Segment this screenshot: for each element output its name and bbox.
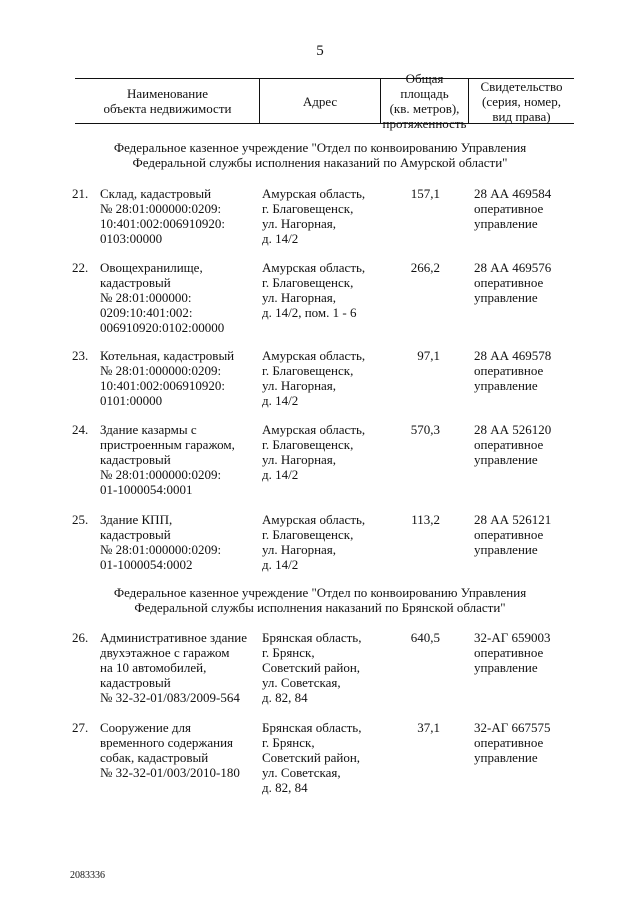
header-address: Адрес: [302, 93, 338, 109]
object-certificate: 28 АА 526121 оперативное управление: [474, 512, 552, 557]
object-certificate: 28 АА 469584 оперативное управление: [474, 186, 552, 231]
row-number: 22.: [72, 260, 89, 275]
table-header: [75, 71, 574, 131]
object-address: Амурская область, г. Благовещенск, ул. Нагорная, д. 14/2: [262, 422, 366, 482]
object-certificate: 32-АГ 667575 оперативное управление: [474, 720, 551, 765]
row-number: 25.: [72, 512, 89, 527]
object-name: Административное здание двухэтажное с гаражом на 10 автомобилей, кадастровый № 32-32-01/083/2009-564: [100, 630, 248, 705]
section-title: Федеральное казенное учреждение "Отдел по конвоированию Управления Федеральной службы исполнения наказаний по Брянской области": [113, 585, 527, 615]
object-address: Брянская область, г. Брянск, Советский район, ул. Советская, д. 82, 84: [262, 720, 362, 795]
header-area: Общая площадь (кв. метров), протяженность: [382, 71, 467, 131]
row-number: 23.: [72, 348, 89, 363]
object-certificate: 28 АА 469576 оперативное управление: [474, 260, 552, 305]
object-address: Брянская область, г. Брянск, Советский район, ул. Советская, д. 82, 84: [262, 630, 362, 705]
object-area: 113,2: [411, 512, 440, 527]
object-name: Здание КПП, кадастровый № 28:01:000000:0209: 01-1000054:0002: [100, 512, 222, 572]
object-area: 570,3: [410, 422, 440, 437]
object-name: Здание казармы с пристроенным гаражом, кадастровый № 28:01:000000:0209: 01-1000054:0001: [100, 422, 235, 497]
page-number: 5: [316, 43, 324, 59]
object-address: Амурская область, г. Благовещенск, ул. Нагорная, д. 14/2: [262, 348, 366, 408]
object-area: 157,1: [410, 186, 440, 201]
object-address: Амурская область, г. Благовещенск, ул. Нагорная, д. 14/2, пом. 1 - 6: [262, 260, 366, 320]
header-certificate: Свидетельство (серия, номер, вид права): [480, 78, 563, 124]
section-title: Федеральное казенное учреждение "Отдел по конвоированию Управления Федеральной службы исполнения наказаний по Амурской области": [113, 140, 527, 170]
row-number: 26.: [72, 630, 89, 645]
object-area: 640,5: [410, 630, 440, 645]
object-certificate: 32-АГ 659003 оперативное управление: [474, 630, 551, 675]
row-number: 27.: [72, 720, 89, 735]
row-number: 24.: [72, 422, 89, 437]
object-name: Котельная, кадастровый № 28:01:000000:0209: 10:401:002:006910920: 0101:00000: [100, 348, 235, 408]
object-address: Амурская область, г. Благовещенск, ул. Нагорная, д. 14/2: [262, 512, 366, 572]
object-name: Сооружение для временного содержания собак, кадастровый № 32-32-01/003/2010-180: [100, 720, 240, 780]
object-area: 266,2: [410, 260, 440, 275]
object-address: Амурская область, г. Благовещенск, ул. Нагорная, д. 14/2: [262, 186, 366, 246]
object-name: Овощехранилище, кадастровый № 28:01:000000: 0209:10:401:002: 006910920:0102:00000: [100, 260, 225, 335]
object-name: Склад, кадастровый № 28:01:000000:0209: 10:401:002:006910920: 0103:00000: [100, 186, 225, 246]
object-certificate: 28 АА 526120 оперативное управление: [474, 422, 552, 467]
row-number: 21.: [72, 186, 89, 201]
object-area: 37,1: [417, 720, 440, 735]
header-name: Наименование объекта недвижимости: [103, 86, 232, 116]
object-certificate: 28 АА 469578 оперативное управление: [474, 348, 552, 393]
object-area: 97,1: [417, 348, 440, 363]
document-code: 2083336: [70, 870, 105, 881]
